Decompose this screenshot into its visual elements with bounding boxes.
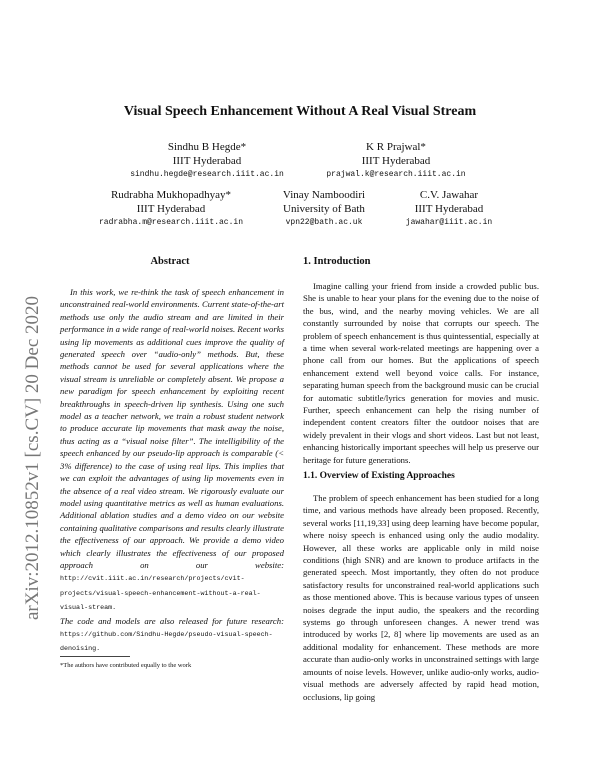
arxiv-id-text: arXiv:2012.10852v1 [cs.CV] 20 Dec 2020 [22, 295, 43, 620]
author-name: Sindhu B Hegde* [167, 141, 247, 153]
introduction-body [303, 280, 539, 466]
author-email: sindhu.hegde@research.iiit.ac.in [130, 170, 284, 179]
author-name: Rudrabha Mukhopadhyay* [110, 189, 232, 201]
author-affiliation: IIIT Hyderabad [361, 155, 431, 167]
footnote-rule [60, 656, 130, 657]
author-name: Vinay Namboodiri [282, 189, 366, 201]
author-email: jawahar@iiit.ac.in [405, 218, 493, 227]
paper-title: Visual Speech Enhancement Without A Real Visual Stream [123, 104, 477, 119]
author-3 [83, 188, 259, 229]
abstract-heading: Abstract [150, 256, 190, 267]
abstract-paragraph-code [60, 615, 284, 656]
author-4 [268, 188, 380, 229]
existing-approaches-paragraph: The problem of speech enhancement has been studied for a long time, and various methods have already been proposed. Recently, several works [11,19,33] using deep learning have become popular, where noisy speech is enhanced using only the audio modality. However, all these works are applicable only in mild noise conditions (high SNR) and are known to produce artifacts in the generated speech. Most importantly, they often do not produce satisfactory results for unconstrained real-world applications such as those mentioned above. This is because various types of unseen noises degrade the input audio, the speakers and the recording systems go through unforeseen changes. A newer trend was introduced by works [2, 8] where lip movements are used as an additional modality for enhancement. These methods are more accurate than audio-only works in unconstrained settings with large amounts of noise levels. However, unlike audio-only works, audio-visual methods are adversely affected by rapid head motion, occlusions, lip going [303, 493, 539, 702]
author-name: K R Prajwal* [366, 141, 426, 153]
author-affiliation: IIIT Hyderabad [414, 203, 484, 215]
author-affiliation: University of Bath [283, 203, 365, 215]
author-name: C.V. Jawahar [419, 189, 479, 201]
abstract-link-project[interactable]: http://cvit.iiit.ac.in/research/projects/cvit-projects/visual-speech-enhancement-without-a-real-visual-stream. [60, 575, 261, 613]
author-1 [118, 140, 296, 181]
arxiv-identifier [4, 200, 43, 620]
subsection-heading-existing-approaches: 1.1. Overview of Existing Approaches [303, 471, 455, 481]
abstract-paragraph [60, 286, 284, 615]
author-5 [394, 188, 504, 229]
section-heading-introduction: 1. Introduction [303, 256, 371, 267]
author-affiliation: IIIT Hyderabad [172, 155, 242, 167]
author-2 [306, 140, 486, 181]
author-affiliation: IIIT Hyderabad [136, 203, 206, 215]
abstract-link-code[interactable]: https://github.com/Sindhu-Hegde/pseudo-visual-speech-denoising. [60, 630, 273, 654]
abstract-code-text: The code and models are also released for future research: [60, 615, 284, 626]
footnote: *The authors have contributed equally to the work [60, 662, 192, 669]
abstract-body [60, 286, 284, 656]
author-email: vpn22@bath.ac.uk [285, 218, 363, 227]
introduction-paragraph: Imagine calling your friend from inside a crowded public bus. She is unable to hear your plans for the evening due to the noise of the bus, wind, and the nearby moving vehicles. We are all constantly surrounded by noise that corrupts our speech. The problem of speech enhancement is thus quintessential, especially at a time when several work-related meetings are happening over a phone call from our homes. But the applications of speech enhancement extend well beyond voice calls. For instance, separating human speech from the background music can be crucial for automatic subtitle/lyrics generation for movies and music. Further, speech enhancement can help the rising number of independent content creators filter the outdoor noises that are widely prevalent in their vlogs and short videos. Last but not least, enhancing historically important speeches will help us preserve our heritage for future generations. [303, 281, 539, 465]
author-email: prajwal.k@research.iiit.ac.in [326, 170, 466, 179]
abstract-text: In this work, we re-think the task of speech enhancement in unconstrained real-world environments. Current state-of-the-art methods use only the audio stream and are limited in their performance in a wide range of real-world noises. Recent works using lip movements as additional cues improve the quality of generated speech over “audio-only” methods. But, these methods cannot be used for several applications where the visual stream is unreliable or completely absent. We propose a new paradigm for speech enhancement by exploiting recent breakthroughs in speech-driven lip synthesis. Using one such model as a teacher network, we train a robust student network to produce accurate lip movements that mask away the noise, thus acting as a “visual noise filter”. The intelligibility of the speech enhanced by our pseudo-lip approach is comparable (< 3% difference) to the case of using real lips. This implies that we can exploit the advantages of using lip movements even in the absence of a real video stream. We rigorously evaluate our model using quantitative metrics as well as human evaluations. Additional ablation studies and a demo video on our website containing qualitative comparisons and results clearly illustrate the effectiveness of our approach. We provide a demo video which clearly illustrates the effectiveness of our proposed approach on our website: [60, 287, 284, 570]
existing-approaches-body [303, 492, 539, 703]
author-email: radrabha.m@research.iiit.ac.in [98, 218, 244, 227]
